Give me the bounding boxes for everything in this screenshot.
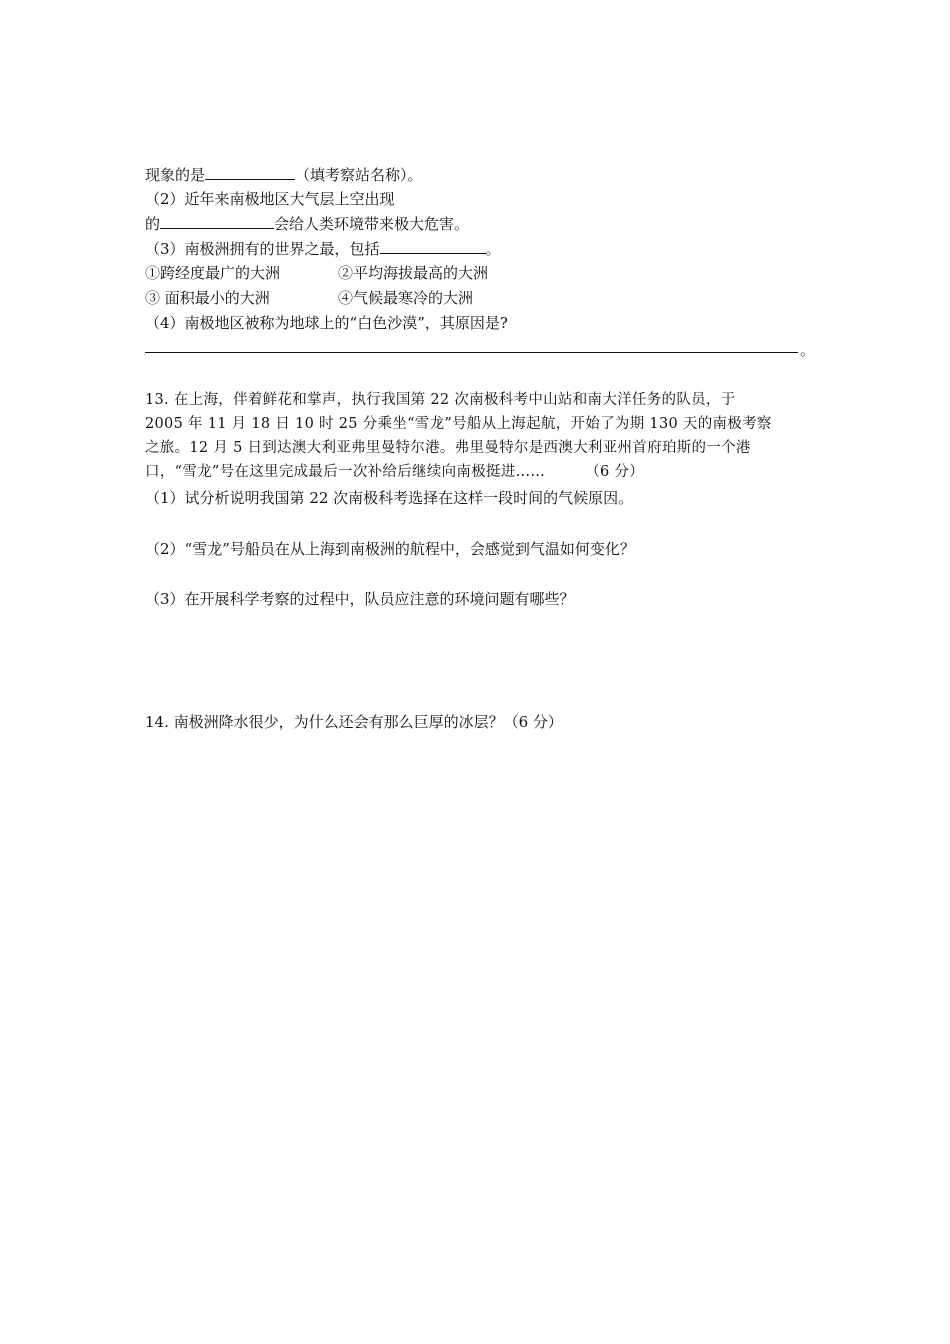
q12-option-2: ②平均海拔最高的大洲	[338, 264, 489, 282]
q12-line1-prefix: 现象的是	[145, 166, 206, 184]
q12-part2-a: （2）近年来南极地区大气层上空出现	[145, 190, 395, 208]
q12-option-3: ③ 面积最小的大洲	[145, 289, 270, 307]
answer-blank-station[interactable]	[205, 164, 295, 180]
q12-part3-prefix: （3）南极洲拥有的世界之最，包括	[145, 240, 380, 258]
q12-option-4: ④气候最寒冷的大洲	[338, 289, 474, 307]
q13-line3: 之旅。12 月 5 日到达澳大利亚弗里曼特尔港。弗里曼特尔是西澳大利亚州首府珀斯的一个港	[145, 440, 751, 456]
q12-part4-end: 。	[800, 341, 816, 359]
answer-blank-records[interactable]	[380, 238, 486, 254]
q13-sub2: （2）“雪龙”号船员在从上海到南极洲的航程中，会感觉到气温如何变化？	[145, 540, 635, 558]
q14-text: 14. 南极洲降水很少，为什么还会有那么巨厚的冰层？（6 分）	[145, 713, 563, 731]
q13-sub1: （1）试分析说明我国第 22 次南极科考选择在这样一段时间的气候原因。	[145, 489, 634, 507]
q13-sub3: （3）在开展科学考察的过程中，队员应注意的环境问题有哪些？	[145, 590, 575, 608]
q12-part3	[145, 238, 501, 259]
q12-part2-b-prefix: 的	[145, 215, 161, 233]
answer-line-part4[interactable]	[145, 352, 798, 353]
q12-line1-suffix: （填考察站名称）。	[295, 166, 423, 184]
q12-line1	[145, 164, 423, 185]
q12-option-1: ①跨经度最广的大洲	[145, 264, 281, 282]
q12-part4: （4）南极地区被称为地球上的“白色沙漠”，其原因是?	[145, 314, 508, 332]
q13-line2: 2005 年 11 月 18 日 10 时 25 分乘坐“雪龙”号船从上海起航，开始了为期 130 天的南极考察	[145, 416, 772, 432]
q13-line1: 13. 在上海，伴着鲜花和掌声，执行我国第 22 次南极科考中山站和南大洋任务的队员，于	[145, 392, 736, 408]
q12-part2-b-suffix: 会给人类环境带来极大危害。	[274, 215, 470, 233]
q12-part3-suffix: 。	[485, 240, 501, 258]
q13-score: （6 分）	[585, 464, 645, 480]
q12-part2-b	[145, 213, 469, 234]
answer-blank-ozone[interactable]	[160, 213, 274, 229]
q13-line4-text: 口，“雪龙”号在这里完成最后一次补给后继续向南极挺进……	[145, 464, 546, 480]
q13-line4	[145, 460, 807, 484]
